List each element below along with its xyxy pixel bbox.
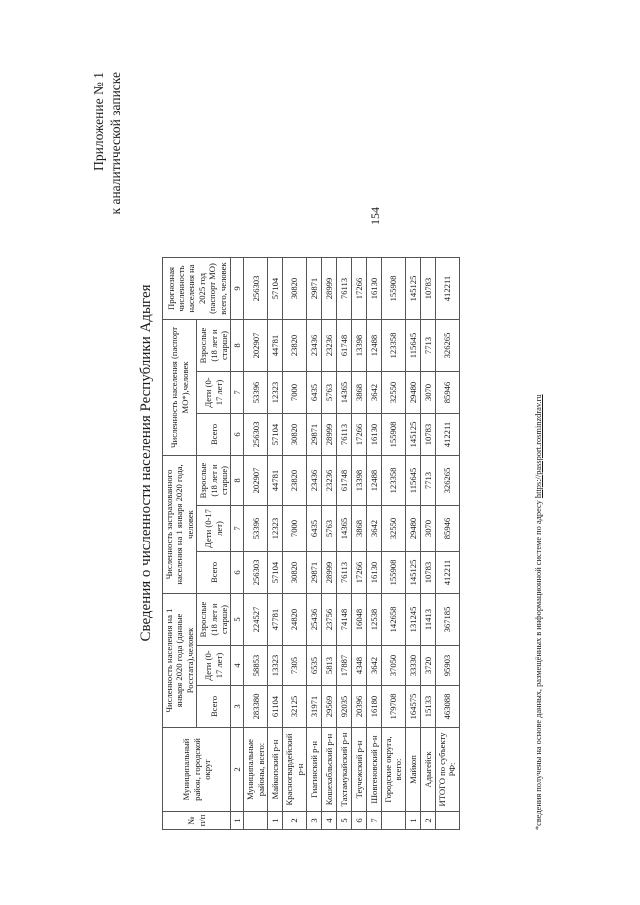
municipality-name-cell: Шовгеновский р-н: [367, 728, 382, 812]
value-cell: 7713: [420, 320, 435, 372]
value-cell: 14365: [337, 506, 352, 552]
value-cell: 53396: [244, 506, 268, 552]
column-number: 6: [231, 552, 244, 594]
value-cell: 6435: [307, 506, 322, 552]
column-number: 4: [231, 646, 244, 686]
municipality-name-cell: Майкопский р-н: [268, 728, 283, 812]
header-adults: Взрослые (18 лет и старше): [197, 594, 231, 646]
appendix-line-1: Приложение № 1: [91, 72, 106, 171]
value-cell: 3868: [352, 506, 367, 552]
value-cell: 16130: [367, 552, 382, 594]
header-forecast: Прогнозная численность населения на 2025 год (паспорт МО) всего, человек: [163, 258, 231, 320]
value-cell: 17266: [352, 258, 367, 320]
value-cell: 142658: [382, 594, 406, 646]
municipality-name-cell: Адыгейск: [420, 728, 435, 812]
table-row: [268, 258, 283, 830]
value-cell: 32550: [382, 506, 406, 552]
value-cell: 23236: [322, 320, 337, 372]
value-cell: 28999: [322, 258, 337, 320]
table-row: [405, 258, 420, 830]
rotated-document-sheet: [90, 68, 550, 858]
value-cell: 10783: [420, 414, 435, 456]
header-row-1: [163, 258, 197, 830]
row-number-cell: [435, 812, 459, 830]
column-number: 8: [231, 456, 244, 506]
municipality-name-cell: Теучежский р-н: [352, 728, 367, 812]
value-cell: 14365: [337, 372, 352, 414]
column-number: 9: [231, 258, 244, 320]
value-cell: 23820: [283, 456, 307, 506]
column-number: 3: [231, 686, 244, 728]
value-cell: 4348: [352, 646, 367, 686]
value-cell: 76113: [337, 552, 352, 594]
value-cell: 15133: [420, 686, 435, 728]
value-cell: 29569: [322, 686, 337, 728]
value-cell: 7305: [283, 646, 307, 686]
footnote-text: *сведения получены на основе данных, размещённых в информационной системе по адресу: [534, 498, 543, 830]
value-cell: 5813: [322, 646, 337, 686]
value-cell: 224527: [244, 594, 268, 646]
value-cell: 61104: [268, 686, 283, 728]
value-cell: 6535: [307, 646, 322, 686]
table-row: [322, 258, 337, 830]
header-adults: Взрослые (18 лет и старше): [197, 320, 231, 372]
value-cell: 17887: [337, 646, 352, 686]
value-cell: 5763: [322, 372, 337, 414]
table-row: [367, 258, 382, 830]
value-cell: 29480: [405, 506, 420, 552]
value-cell: 155908: [382, 552, 406, 594]
value-cell: 13398: [352, 456, 367, 506]
value-cell: 53396: [244, 372, 268, 414]
municipality-name-cell: Тахтамукайский р-н: [337, 728, 352, 812]
table-row: [307, 258, 322, 830]
value-cell: 17266: [352, 552, 367, 594]
municipality-name-cell: Красногвардейский р-н: [283, 728, 307, 812]
value-cell: 30820: [283, 552, 307, 594]
value-cell: 10783: [420, 258, 435, 320]
value-cell: 85946: [435, 372, 459, 414]
value-cell: 23820: [283, 320, 307, 372]
header-children: Дети (0-17 лет): [197, 506, 231, 552]
header-group-insured: Численность застрахованного населения на 1 января 2020 года, человек: [163, 456, 197, 594]
value-cell: 179708: [382, 686, 406, 728]
page-number: 154: [368, 207, 382, 225]
value-cell: 256303: [244, 414, 268, 456]
row-number-cell: 3: [307, 812, 322, 830]
value-cell: 57104: [268, 258, 283, 320]
value-cell: 202907: [244, 456, 268, 506]
value-cell: 47781: [268, 594, 283, 646]
column-number: 1: [231, 812, 244, 830]
value-cell: 283380: [244, 686, 268, 728]
value-cell: 123358: [382, 456, 406, 506]
value-cell: 37050: [382, 646, 406, 686]
header-adults: Взрослые (18 лет и старше): [197, 456, 231, 506]
header-group-passport: Численность населения (паспорт МО*),человек: [163, 320, 197, 456]
value-cell: 44781: [268, 456, 283, 506]
value-cell: 412211: [435, 552, 459, 594]
value-cell: 58853: [244, 646, 268, 686]
value-cell: 115645: [405, 456, 420, 506]
value-cell: 24820: [283, 594, 307, 646]
value-cell: 256303: [244, 258, 268, 320]
value-cell: 23756: [322, 594, 337, 646]
municipality-name-cell: Гиагинский р-н: [307, 728, 322, 812]
appendix-caption: [90, 72, 124, 214]
value-cell: 30820: [283, 258, 307, 320]
value-cell: 33330: [405, 646, 420, 686]
value-cell: 16130: [367, 258, 382, 320]
value-cell: 5763: [322, 506, 337, 552]
value-cell: 3642: [367, 372, 382, 414]
footnote-link[interactable]: https://passport.rosminzdrav.ru: [534, 394, 543, 499]
value-cell: 16130: [367, 414, 382, 456]
column-number: 2: [231, 728, 244, 812]
value-cell: 3720: [420, 646, 435, 686]
value-cell: 155908: [382, 414, 406, 456]
table-row: [283, 258, 307, 830]
value-cell: 29871: [307, 552, 322, 594]
value-cell: 30820: [283, 414, 307, 456]
value-cell: 115645: [405, 320, 420, 372]
column-number: 8: [231, 320, 244, 372]
column-number-row: [231, 258, 244, 830]
header-children: Дети (0-17 лет): [197, 646, 231, 686]
row-number-cell: 7: [367, 812, 382, 830]
value-cell: 12323: [268, 372, 283, 414]
table-row: [337, 258, 352, 830]
value-cell: 23436: [307, 456, 322, 506]
value-cell: 12323: [268, 506, 283, 552]
value-cell: 29871: [307, 258, 322, 320]
table-body: [244, 258, 459, 830]
value-cell: 11413: [420, 594, 435, 646]
header-children: Дети (0-17 лет): [197, 372, 231, 414]
value-cell: 3070: [420, 506, 435, 552]
value-cell: 412211: [435, 258, 459, 320]
column-number: 7: [231, 372, 244, 414]
municipality-name-cell: ИТОГО по субъекту РФ:: [435, 728, 459, 812]
value-cell: 76113: [337, 414, 352, 456]
value-cell: 12488: [367, 456, 382, 506]
table-row: [382, 258, 406, 830]
value-cell: 32125: [283, 686, 307, 728]
value-cell: 44781: [268, 320, 283, 372]
municipality-name-cell: Майкоп: [405, 728, 420, 812]
row-number-cell: 5: [337, 812, 352, 830]
value-cell: 3070: [420, 372, 435, 414]
value-cell: 155908: [382, 258, 406, 320]
document-title: Сведения о численности населения Республики Адыгея: [138, 284, 154, 642]
value-cell: 12488: [367, 320, 382, 372]
header-num: № п/п: [163, 812, 231, 830]
value-cell: 76113: [337, 258, 352, 320]
table-row: [352, 258, 367, 830]
value-cell: 25436: [307, 594, 322, 646]
value-cell: 367185: [435, 594, 459, 646]
header-total: Всего: [197, 552, 231, 594]
value-cell: 20396: [352, 686, 367, 728]
value-cell: 7000: [283, 372, 307, 414]
value-cell: 412211: [435, 414, 459, 456]
value-cell: 85946: [435, 506, 459, 552]
value-cell: 3642: [367, 646, 382, 686]
value-cell: 95903: [435, 646, 459, 686]
value-cell: 92035: [337, 686, 352, 728]
value-cell: 463088: [435, 686, 459, 728]
header-group-rosstat: Численность населения на 1 января 2020 года (данные Росстата),человек: [163, 594, 197, 728]
value-cell: 16048: [352, 594, 367, 646]
row-number-cell: 2: [420, 812, 435, 830]
header-total: Всего: [197, 414, 231, 456]
population-table: [162, 257, 460, 830]
value-cell: 13398: [352, 320, 367, 372]
row-number-cell: 6: [352, 812, 367, 830]
value-cell: 145125: [405, 258, 420, 320]
value-cell: 28999: [322, 552, 337, 594]
value-cell: 256303: [244, 552, 268, 594]
footnote: [534, 394, 543, 830]
municipality-name-cell: Муниципальные районы, всего:: [244, 728, 268, 812]
value-cell: 3642: [367, 506, 382, 552]
column-number: 7: [231, 506, 244, 552]
row-number-cell: 4: [322, 812, 337, 830]
value-cell: 57104: [268, 414, 283, 456]
row-number-cell: [382, 812, 406, 830]
value-cell: 3868: [352, 372, 367, 414]
value-cell: 23236: [322, 456, 337, 506]
value-cell: 32550: [382, 372, 406, 414]
column-number: 5: [231, 594, 244, 646]
value-cell: 7000: [283, 506, 307, 552]
value-cell: 23436: [307, 320, 322, 372]
table-row: [420, 258, 435, 830]
value-cell: 17266: [352, 414, 367, 456]
value-cell: 202907: [244, 320, 268, 372]
value-cell: 164575: [405, 686, 420, 728]
value-cell: 6435: [307, 372, 322, 414]
municipality-name-cell: Городские округа, всего:: [382, 728, 406, 812]
value-cell: 145125: [405, 552, 420, 594]
value-cell: 61748: [337, 320, 352, 372]
value-cell: 28999: [322, 414, 337, 456]
value-cell: 7713: [420, 456, 435, 506]
value-cell: 29480: [405, 372, 420, 414]
table-row: [244, 258, 268, 830]
row-number-cell: [244, 812, 268, 830]
value-cell: 131245: [405, 594, 420, 646]
municipality-name-cell: Кошехабльский р-н: [322, 728, 337, 812]
value-cell: 29871: [307, 414, 322, 456]
row-number-cell: 2: [283, 812, 307, 830]
value-cell: 57104: [268, 552, 283, 594]
value-cell: 16180: [367, 686, 382, 728]
column-number: 6: [231, 414, 244, 456]
value-cell: 13323: [268, 646, 283, 686]
row-number-cell: 1: [268, 812, 283, 830]
value-cell: 10783: [420, 552, 435, 594]
population-table-wrapper: [162, 257, 460, 830]
value-cell: 61748: [337, 456, 352, 506]
value-cell: 123358: [382, 320, 406, 372]
value-cell: 326265: [435, 320, 459, 372]
value-cell: 326265: [435, 456, 459, 506]
table-row: [435, 258, 459, 830]
row-number-cell: 1: [405, 812, 420, 830]
header-municipality: Муниципальный район, городской округ: [163, 728, 231, 812]
value-cell: 74148: [337, 594, 352, 646]
header-total: Всего: [197, 686, 231, 728]
value-cell: 145125: [405, 414, 420, 456]
appendix-line-2: к аналитической записке: [108, 72, 123, 215]
value-cell: 12538: [367, 594, 382, 646]
value-cell: 31971: [307, 686, 322, 728]
